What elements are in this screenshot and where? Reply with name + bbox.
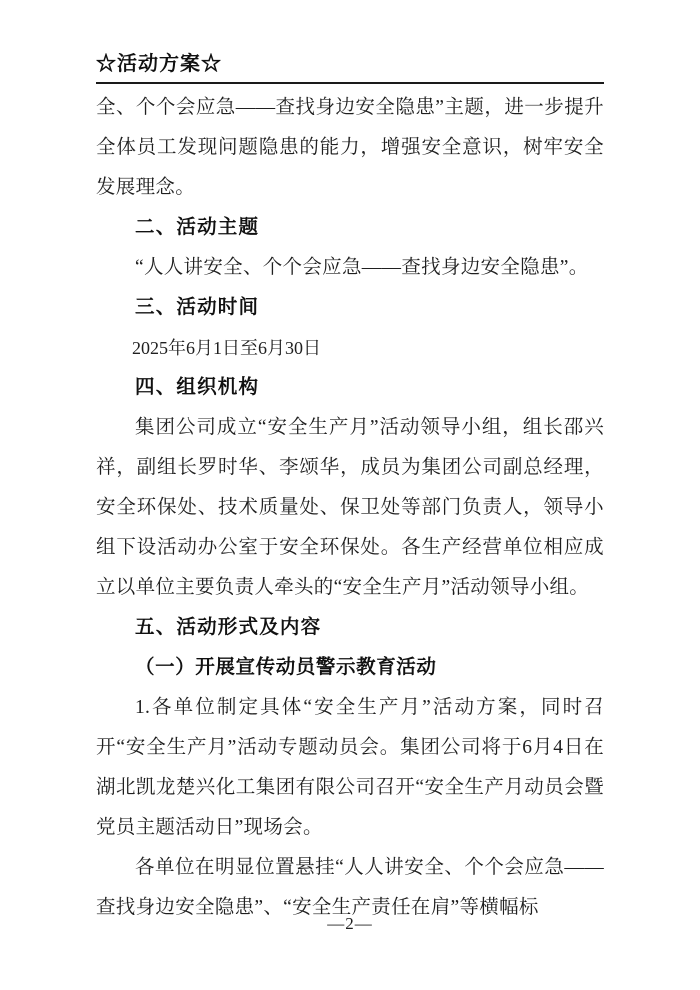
- page-number: —2—: [327, 914, 373, 933]
- page-header-title: ☆活动方案☆: [96, 53, 222, 75]
- section-heading-organization: 四、组织机构: [135, 377, 260, 398]
- paragraph-activity-date: 2025年6月1日至6月30日: [132, 338, 321, 358]
- section-heading-activity-theme: 二、活动主题: [135, 217, 260, 238]
- paragraph-activity-theme: “人人讲安全、个个会应急——查找身边安全隐患”。: [135, 257, 589, 278]
- paragraph-item-1: 1.各单位制定具体“安全生产月”活动方案，同时召开“安全生产月”活动专题动员会。集团公司将于6月4日在湖北凯龙楚兴化工集团有限公司召开“安全生产月动员会暨党员主题活动日”现场会。: [96, 697, 604, 838]
- section-heading-forms-and-content: 五、活动形式及内容: [135, 617, 322, 638]
- subsection-heading-publicity-education: （一）开展宣传动员警示教育活动: [135, 657, 437, 678]
- page-header: [96, 52, 604, 84]
- paragraph-continued: 全、个个会应急——查找身边安全隐患”主题，进一步提升全体员工发现问题隐患的能力，增强安全意识，树牢安全发展理念。: [96, 97, 604, 198]
- paragraph-organization: 集团公司成立“安全生产月”活动领导小组，组长邵兴祥，副组长罗时华、李颂华，成员为集团公司副总经理，安全环保处、技术质量处、保卫处等部门负责人，领导小组下设活动办公室于安全环保处。各生产经营单位相应成立以单位主要负责人牵头的“安全生产月”活动领导小组。: [96, 417, 604, 598]
- paragraph-banners: 各单位在明显位置悬挂“人人讲安全、个个会应急——查找身边安全隐患”、“安全生产责任在肩”等横幅标: [96, 857, 604, 918]
- section-heading-activity-time: 三、活动时间: [135, 297, 260, 318]
